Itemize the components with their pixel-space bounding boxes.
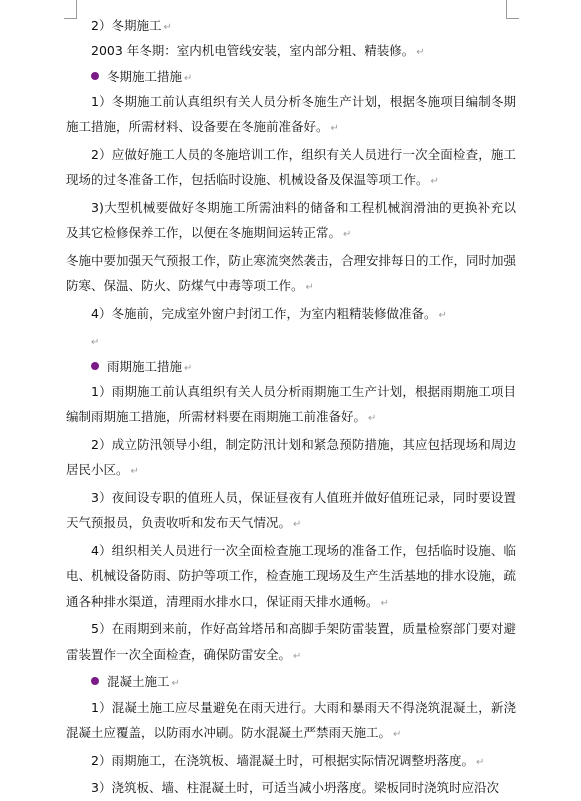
paragraph: 3)大型机械要做好冬期施工所需油料的储备和工程机械润滑油的更换补充以及其它检修保养工作，以便在冬施期间运转正常。 ↵	[66, 199, 516, 241]
paragraph: 1）雨期施工前认真组织有关人员分析雨期施工生产计划，根据雨期施工项目编制雨期施工措施，所需材料要在雨期施工前准备好。 ↵	[66, 383, 516, 425]
bullet-heading: 雨期施工措施 ↵	[66, 354, 516, 379]
bullet-dot-icon	[91, 362, 99, 370]
document-body[interactable]	[66, 13, 516, 801]
empty-paragraph: ↵	[91, 337, 100, 349]
bullet-heading: 冬期施工措施 ↵	[66, 64, 516, 89]
paragraph: 2）雨期施工，在浇筑板、墙混凝土时，可根据实际情况调整坍落度。 ↵	[91, 752, 485, 768]
paragraph: 2）应做好施工人员的冬施培训工作，组织有关人员进行一次全面检查，施工现场的过冬准备工作，包括临时设施、机械设备及保温等项工作。 ↵	[66, 146, 516, 188]
bullet-heading: 混凝土施工 ↵	[66, 669, 516, 694]
paragraph: 1）冬期施工前认真组织有关人员分析冬施生产计划，根据冬施项目编制冬期施工措施，所需材料、设备要在冬施前准备好。 ↵	[66, 93, 516, 135]
paragraph: 冬施中要加强天气预报工作，防止寒流突然袭击，合理安排每日的工作，同时加强防寒、保温、防火、防煤气中毒等项工作。 ↵	[66, 252, 517, 294]
paragraph: 1）混凝土施工应尽量避免在雨天进行。大雨和暴雨天不得浇筑混凝土，新浇混凝土应覆盖，以防雨水冲刷。防水混凝土严禁雨天施工。 ↵	[66, 699, 516, 741]
paragraph: 5）在雨期到来前，作好高耸塔吊和高脚手架防雷装置，质量检察部门要对避雷装置作一次全面检查，确保防雷安全。 ↵	[66, 621, 516, 662]
paragraph: 4）组织相关人员进行一次全面检查施工现场的准备工作，包括临时设施、临电、机械设备防雨、防护等项工作，检查施工现场及生产生活基地的排水设施，疏通各种排水渠道，清理雨水排水口，保证雨天排水通畅。 ↵	[66, 542, 517, 609]
bullet-dot-icon	[91, 72, 99, 80]
bullet-dot-icon	[91, 677, 99, 685]
paragraph: 4）冬施前，完成室外窗户封闭工作，为室内粗精装修做准备。 ↵	[91, 305, 447, 321]
paragraph: 2003 年冬期：室内机电管线安装，室内部分粗、精装修。 ↵	[91, 43, 425, 59]
section-heading: 2）冬期施工 ↵	[91, 18, 172, 33]
paragraph: 2）成立防汛领导小组，制定防汛计划和紧急预防措施，其应包括现场和周边居民小区。 ↵	[66, 436, 516, 478]
paragraph: 3）浇筑板、墙、柱混凝土时，可适当减小坍落度。梁板同时浇筑时应沿次	[91, 780, 499, 796]
paragraph: 3）夜间设专职的值班人员，保证昼夜有人值班并做好值班记录，同时要设置天气预报员，负责收听和发布天气情况。 ↵	[66, 489, 516, 531]
